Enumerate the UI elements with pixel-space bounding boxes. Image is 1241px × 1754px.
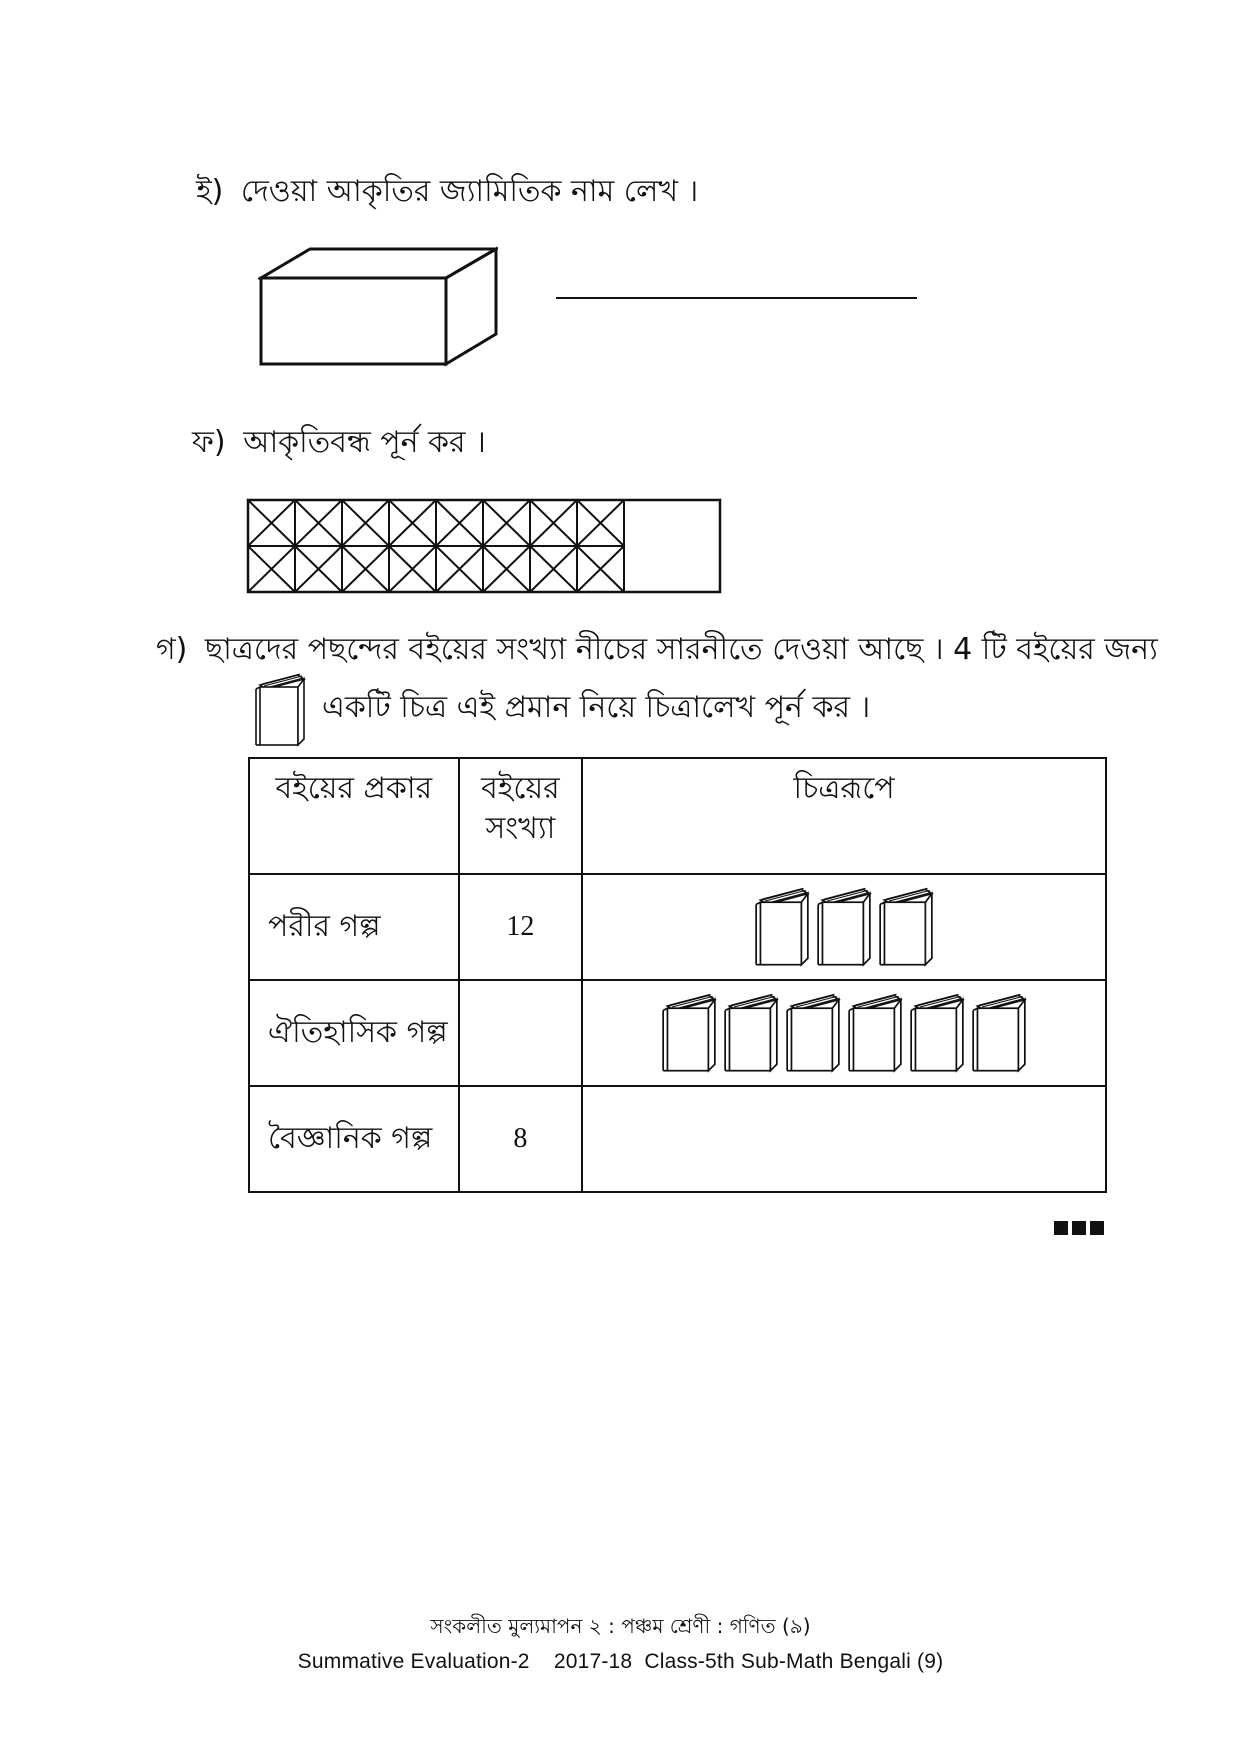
book-icon: [971, 992, 1027, 1074]
book-icon-row: [661, 992, 1027, 1074]
row-book-type: ঐতিহাসিক গল্প: [249, 980, 459, 1086]
row-book-count[interactable]: 12: [459, 874, 583, 980]
book-icon: [785, 992, 841, 1074]
question-e-text: দেওয়া আকৃতির জ্যামিতিক নাম লেখ ।: [240, 174, 699, 209]
row-pictograph[interactable]: [582, 874, 1106, 980]
book-icon: [723, 992, 779, 1074]
question-f-label: ফ): [192, 425, 226, 460]
table-row: [249, 980, 1106, 1086]
pattern-empty-cell[interactable]: [626, 502, 718, 590]
book-key-icon: [254, 673, 306, 751]
cuboid-icon: [258, 246, 498, 368]
book-icon: [754, 886, 810, 968]
table-row: [249, 874, 1106, 980]
header-count-line2: সংখ্যা: [485, 811, 556, 846]
footer-english: Summative Evaluation-2 2017-18 Class-5th Sub-Math Bengali (9): [297, 1650, 944, 1673]
question-f-text: আকৃতিবন্ধ পূর্ন কর ।: [243, 425, 486, 460]
book-icon: [816, 886, 872, 968]
header-pictograph: চিত্ররূপে: [582, 758, 1106, 874]
question-g-text-line2: একটি চিত্র এই প্রমান নিয়ে চিত্রালেখ পূর্ন কর ।: [322, 690, 871, 725]
book-icon: [254, 673, 306, 747]
question-e-label: ই): [196, 174, 224, 209]
row-book-count[interactable]: 8: [459, 1086, 583, 1192]
question-e: [196, 172, 698, 212]
book-icon: [847, 992, 903, 1074]
row-book-count[interactable]: [459, 980, 583, 1086]
row-pictograph[interactable]: [582, 1086, 1106, 1192]
pictograph-table: [248, 757, 1107, 1193]
question-g-label: গ): [156, 632, 188, 667]
footer-bengali: সংকলীত মুল্যমাপন ২ : পঞ্চম শ্রেণী : গণিত (৯): [430, 1614, 811, 1638]
table-row: [249, 1086, 1106, 1192]
answer-line[interactable]: [556, 297, 917, 299]
question-g: [156, 630, 1158, 670]
book-icon: [661, 992, 717, 1074]
header-book-type: বইয়ের প্রকার: [249, 758, 459, 874]
book-icon: [909, 992, 965, 1074]
book-icon: [878, 886, 934, 968]
header-count-line1: বইয়ের: [481, 771, 560, 806]
question-g-text-line1: ছাত্রদের পছন্দের বইয়ের সংখ্যা নীচের সারনীতে দেওয়া আছে । 4 টি বইয়ের জন্য: [204, 632, 1158, 667]
three-squares-icon: [1054, 1221, 1104, 1235]
row-pictograph[interactable]: [582, 980, 1106, 1086]
book-icon-row: [754, 886, 934, 968]
row-book-type: বৈজ্ঞানিক গল্প: [249, 1086, 459, 1192]
question-f: [192, 423, 486, 463]
header-book-count: [459, 758, 583, 874]
table-header-row: [249, 758, 1106, 874]
row-book-type: পরীর গল্প: [249, 874, 459, 980]
